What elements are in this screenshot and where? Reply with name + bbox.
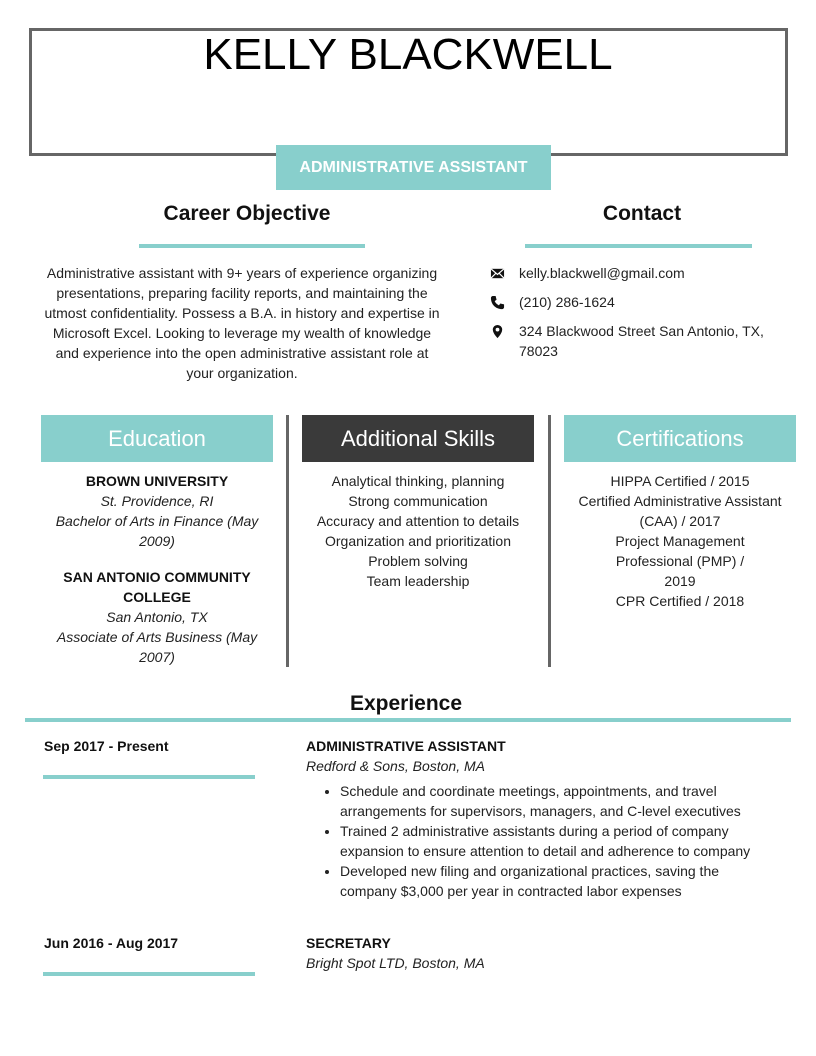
school-degree: Bachelor of Arts in Finance (May 2009) xyxy=(55,513,259,549)
contact-list xyxy=(490,263,770,370)
skill-item: Problem solving xyxy=(368,553,468,569)
school-name: BROWN UNIVERSITY xyxy=(85,473,229,489)
job-dates: Jun 2016 - Aug 2017 xyxy=(44,935,179,951)
contact-heading: Contact xyxy=(602,202,682,225)
job-company: Redford & Sons, Boston, MA xyxy=(306,758,485,774)
school-location: St. Providence, RI xyxy=(100,493,214,509)
job-title: ADMINISTRATIVE ASSISTANT xyxy=(306,738,506,754)
skill-item: Strong communication xyxy=(348,493,488,509)
job-dates: Sep 2017 - Present xyxy=(44,738,169,754)
job-title-ribbon: ADMINISTRATIVE ASSISTANT xyxy=(276,145,551,190)
phone-icon xyxy=(490,295,505,310)
candidate-name: KELLY BLACKWELL xyxy=(203,30,613,79)
certification-item: Project Management Professional (PMP) / 2019 xyxy=(615,533,745,589)
skills-list xyxy=(296,471,540,591)
column-divider xyxy=(548,415,551,667)
job-bullet: • Trained 2 administrative assistants during a period of company expansion to ensure attention to detail and adherence to company xyxy=(340,821,766,861)
job-bullet: • Developed new filing and organizational practices, saving the company $3,000 per year in contracted labor expenses xyxy=(340,861,766,901)
certification-item: CPR Certified / 2018 xyxy=(615,593,745,609)
certifications-list xyxy=(560,471,800,611)
divider xyxy=(139,244,365,248)
school-location: San Antonio, TX xyxy=(106,609,208,625)
skill-item: Team leadership xyxy=(366,573,470,589)
career-objective-heading: Career Objective xyxy=(163,202,331,225)
education-heading: Education xyxy=(41,415,273,462)
skill-item: Organization and prioritization xyxy=(325,533,511,549)
divider xyxy=(525,244,752,248)
job-entry xyxy=(306,736,766,901)
divider xyxy=(43,775,255,779)
skills-heading: Additional Skills xyxy=(302,415,534,462)
school-degree: Associate of Arts Business (May 2007) xyxy=(56,629,258,665)
certifications-heading: Certifications xyxy=(564,415,796,462)
objective-text: Administrative assistant with 9+ years of experience organizing presentations, preparing facility reports, and maintaining the utmost confidentiality. Possess a B.A. in history and expertise in Microsoft Excel. Looking to leverage my wealth of knowledge and experience into the open administrative assistant role at your organization. xyxy=(44,265,440,381)
certification-item: HIPPA Certified / 2015 xyxy=(610,473,750,489)
job-bullet: • Schedule and coordinate meetings, appointments, and travel arrangements for supervisors, managers, and C-level executives xyxy=(340,781,766,821)
experience-heading: Experience xyxy=(349,692,463,715)
skill-item: Accuracy and attention to details xyxy=(316,513,520,529)
divider xyxy=(43,972,255,976)
envelope-icon xyxy=(490,266,505,281)
location-pin-icon xyxy=(490,324,505,339)
school-name: SAN ANTONIO COMMUNITY COLLEGE xyxy=(63,569,251,605)
divider xyxy=(25,718,791,722)
column-divider xyxy=(286,415,289,667)
skill-item: Analytical thinking, planning xyxy=(331,473,505,489)
contact-email[interactable]: kelly.blackwell@gmail.com xyxy=(519,265,685,281)
contact-address: 324 Blackwood Street San Antonio, TX, 78023 xyxy=(519,323,764,359)
contact-phone: (210) 286-1624 xyxy=(519,294,615,310)
education-section xyxy=(41,471,273,667)
job-title: SECRETARY xyxy=(306,935,391,951)
certification-item: Certified Administrative Assistant (CAA) / 2017 xyxy=(578,493,782,529)
job-company: Bright Spot LTD, Boston, MA xyxy=(306,955,485,971)
job-entry xyxy=(306,933,766,973)
